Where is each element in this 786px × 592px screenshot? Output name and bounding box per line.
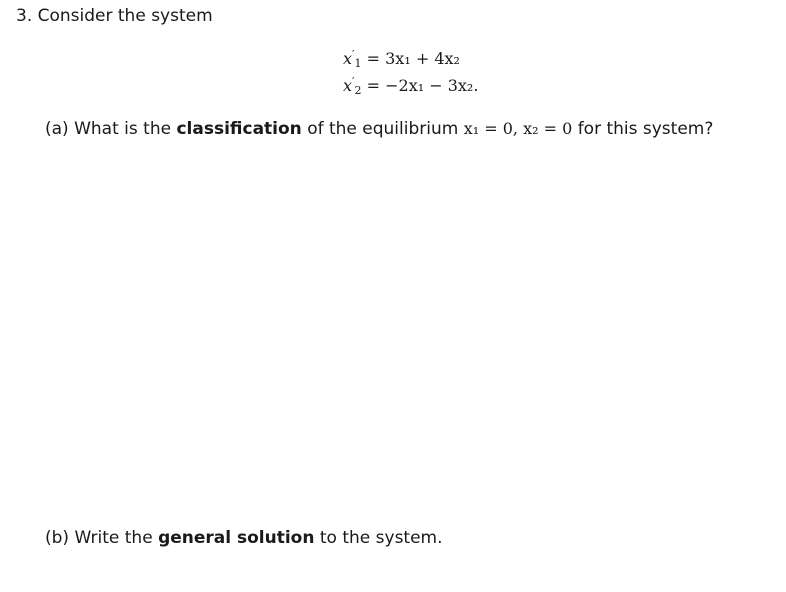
part-a-bold-term: classification bbox=[176, 119, 302, 139]
eq2-lhs-sub: 2 bbox=[354, 84, 362, 97]
problem-heading: 3. Consider the system bbox=[16, 6, 213, 26]
part-a-question bbox=[45, 118, 713, 140]
part-a-condition: x₁ = 0, x₂ = 0 bbox=[463, 119, 573, 138]
eq1-rhs: = 3x₁ + 4x₂ bbox=[366, 49, 460, 68]
part-b-text-after: to the system. bbox=[319, 528, 443, 548]
eq1-prime: ′ bbox=[352, 48, 355, 61]
part-a-text-after: of the equilibrium bbox=[307, 119, 459, 139]
equation-1 bbox=[343, 45, 478, 72]
eq2-lhs-var: x bbox=[343, 76, 353, 95]
eq1-lhs-var: x bbox=[343, 49, 353, 68]
part-b-bold-term: general solution bbox=[158, 528, 315, 548]
equation-2 bbox=[343, 72, 478, 99]
part-a-label: (a) bbox=[45, 119, 69, 139]
part-b-question bbox=[45, 527, 443, 549]
part-b-text-before: Write the bbox=[74, 528, 153, 548]
equation-system bbox=[343, 45, 478, 99]
eq2-rhs: = −2x₁ − 3x₂. bbox=[366, 76, 479, 95]
part-a-text-before: What is the bbox=[74, 119, 172, 139]
part-a-text-end: for this system? bbox=[577, 119, 714, 139]
eq1-lhs-sub: 1 bbox=[354, 57, 362, 70]
part-b-label: (b) bbox=[45, 528, 70, 548]
eq2-prime: ′ bbox=[352, 75, 355, 88]
